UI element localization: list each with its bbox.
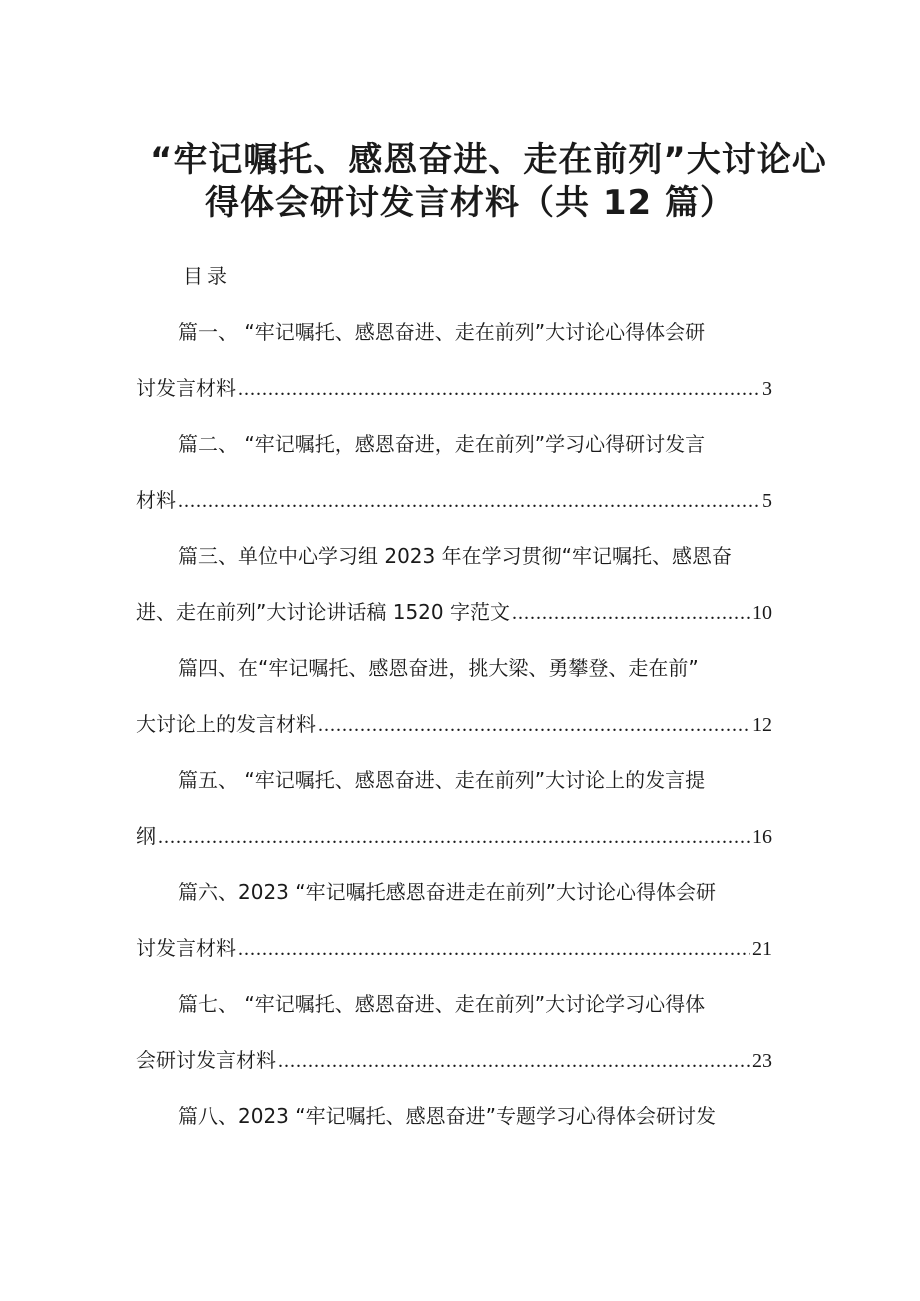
toc-page-number: 16 (752, 826, 772, 848)
toc-page-number: 23 (752, 1050, 772, 1072)
toc-entry-text: 材料 (136, 488, 176, 512)
toc-entry-8-title[interactable]: 篇八、2023 “牢记嘱托、感恩奋进”专题学习心得体会研讨发 (178, 1104, 716, 1128)
toc-entry-2-continuation[interactable] (136, 486, 772, 515)
toc-entry-4-title[interactable]: 篇四、在“牢记嘱托、感恩奋进，挑大梁、勇攀登、走在前” (178, 656, 699, 680)
dot-leader (318, 711, 750, 739)
dot-leader (238, 935, 750, 963)
toc-entry-5-title[interactable]: 篇五、 “牢记嘱托、感恩奋进、走在前列”大讨论上的发言提 (178, 768, 706, 792)
toc-entry-text: 讨发言材料 (136, 376, 236, 400)
toc-entry-6-title[interactable]: 篇六、2023 “牢记嘱托感恩奋进走在前列”大讨论心得体会研 (178, 880, 716, 904)
document-title-line2: 得体会研讨发言材料（共 12 篇） (205, 183, 735, 223)
dot-leader (178, 487, 760, 515)
toc-page-number: 3 (762, 378, 772, 400)
toc-entry-1-title[interactable]: 篇一、 “牢记嘱托、感恩奋进、走在前列”大讨论心得体会研 (178, 320, 706, 344)
dot-leader (158, 823, 750, 851)
document-title-line1: “牢记嘱托、感恩奋进、走在前列”大讨论心 (150, 140, 827, 180)
toc-entry-text: 进、走在前列”大讨论讲话稿 1520 字范文 (136, 600, 510, 624)
toc-entry-3-continuation[interactable] (136, 598, 772, 627)
toc-entry-7-continuation[interactable] (136, 1046, 772, 1075)
toc-entry-6-continuation[interactable] (136, 934, 772, 963)
toc-entry-5-continuation[interactable] (136, 822, 772, 851)
toc-entry-3-title[interactable]: 篇三、单位中心学习组 2023 年在学习贯彻“牢记嘱托、感恩奋 (178, 544, 732, 568)
toc-page-number: 12 (752, 714, 772, 736)
toc-entry-text: 大讨论上的发言材料 (136, 712, 316, 736)
toc-page-number: 21 (752, 938, 772, 960)
toc-entry-2-title[interactable]: 篇二、 “牢记嘱托，感恩奋进，走在前列”学习心得研讨发言 (178, 432, 706, 456)
dot-leader (238, 375, 760, 403)
toc-entry-7-title[interactable]: 篇七、 “牢记嘱托、感恩奋进、走在前列”大讨论学习心得体 (178, 992, 706, 1016)
toc-heading: 目录 (183, 264, 231, 288)
toc-page-number: 5 (762, 490, 772, 512)
toc-entry-1-continuation[interactable] (136, 374, 772, 403)
toc-entry-text: 纲 (136, 824, 156, 848)
dot-leader (512, 599, 750, 627)
toc-page-number: 10 (752, 602, 772, 624)
dot-leader (278, 1047, 750, 1075)
toc-entry-4-continuation[interactable] (136, 710, 772, 739)
toc-entry-text: 会研讨发言材料 (136, 1048, 276, 1072)
toc-entry-text: 讨发言材料 (136, 936, 236, 960)
